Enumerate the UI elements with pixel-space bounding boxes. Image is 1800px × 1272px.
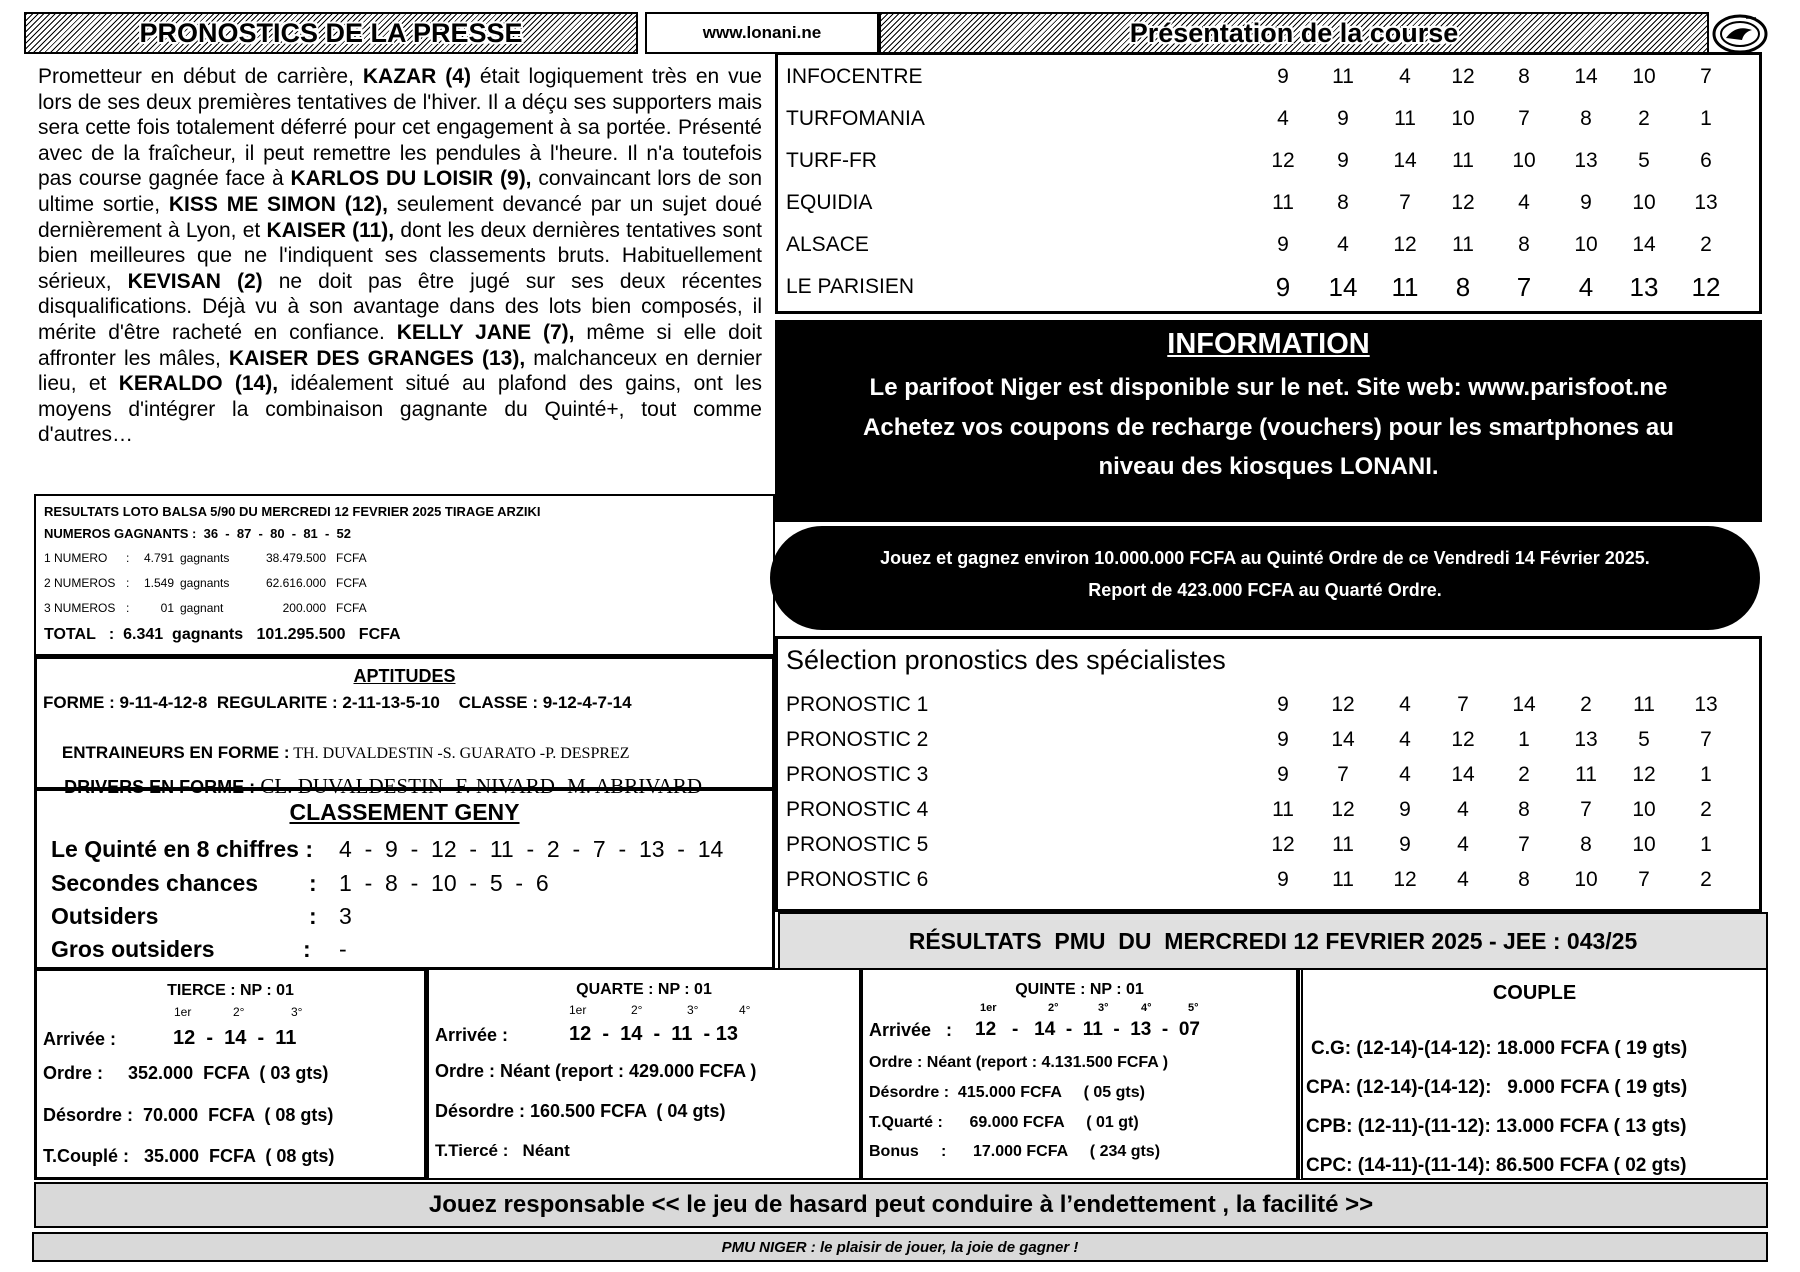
pronostic-number: 5 bbox=[1638, 728, 1650, 751]
press-number: 1 bbox=[1700, 107, 1712, 130]
loto-cur: FCFA bbox=[336, 601, 367, 615]
press-number: 8 bbox=[1518, 65, 1530, 88]
press-number: 11 bbox=[1391, 271, 1419, 302]
press-row bbox=[778, 185, 1759, 221]
loto-count: 4.791 bbox=[143, 551, 174, 565]
press-number: 10 bbox=[1451, 107, 1475, 130]
loto-label: 3 NUMEROS bbox=[44, 601, 116, 615]
press-number: 8 bbox=[1455, 271, 1471, 302]
pronostic-number: 13 bbox=[1574, 728, 1598, 751]
course-header bbox=[879, 12, 1709, 54]
press-row bbox=[778, 227, 1759, 263]
quarte-place-3: 3° bbox=[687, 1003, 699, 1017]
geny-title: CLASSEMENT GENY bbox=[289, 799, 520, 825]
pronostic-row bbox=[778, 827, 1759, 863]
quinte-title: QUINTE : NP : 01 bbox=[1015, 981, 1144, 998]
press-number: 9 bbox=[1275, 271, 1291, 302]
press-number: 11 bbox=[1332, 65, 1354, 88]
pronostic-number: 14 bbox=[1451, 763, 1475, 786]
article-text: Prometteur en début de carrière, bbox=[38, 65, 363, 88]
pronostic-number: 12 bbox=[1331, 798, 1355, 821]
pronostic-number: 11 bbox=[1575, 763, 1597, 786]
pronostic-row bbox=[778, 722, 1759, 758]
pronostic-number: 4 bbox=[1457, 833, 1469, 856]
quinte-place-4: 4° bbox=[1141, 1002, 1152, 1014]
quinte-box bbox=[861, 968, 1298, 1180]
pronostic-number: 2 bbox=[1580, 693, 1592, 716]
pronostic-number: 4 bbox=[1399, 728, 1411, 751]
information-line-3: niveau des kiosques LONANI. bbox=[1098, 453, 1439, 480]
pronostic-number: 11 bbox=[1332, 868, 1354, 891]
pronostic-number: 9 bbox=[1277, 693, 1289, 716]
quinte-arrivee: 12 - 14 - 11 - 13 - 07 bbox=[975, 1019, 1200, 1040]
aptitudes-box bbox=[34, 656, 775, 798]
drivers-value: CL. DUVALDESTIN -F. NIVARD -M. ABRIVARD bbox=[255, 774, 703, 798]
jackpot-banner bbox=[770, 526, 1760, 630]
press-source: TURFOMANIA bbox=[786, 107, 925, 130]
pronostic-number: 8 bbox=[1580, 833, 1592, 856]
pronostic-number: 7 bbox=[1638, 868, 1650, 891]
press-number: 7 bbox=[1518, 107, 1530, 130]
tierce-box bbox=[34, 968, 427, 1180]
article-text: ne doit pas être jugé sur ses deux récentes disqualifications. Déjà vu à son avantage dans des lots bien composés, il mérite d'être racheté en confiance. bbox=[38, 269, 762, 344]
quarte-tierce: T.Tiercé : Néant bbox=[435, 1141, 570, 1160]
geny-value: - bbox=[339, 936, 347, 962]
press-row bbox=[778, 59, 1759, 95]
press-number: 6 bbox=[1700, 149, 1712, 172]
tierce-place-2: 2° bbox=[233, 1005, 245, 1019]
couple-box bbox=[1298, 968, 1768, 1180]
press-number: 13 bbox=[1694, 191, 1718, 214]
couple-line-1: C.G: (12-14)-(14-12): 18.000 FCFA ( 19 gts) bbox=[1311, 1038, 1688, 1059]
pronostic-number: 11 bbox=[1332, 833, 1354, 856]
course-header-title: Présentation de la course bbox=[1129, 17, 1459, 48]
pronostic-number: 10 bbox=[1632, 833, 1656, 856]
selection-table bbox=[775, 636, 1762, 912]
press-number: 14 bbox=[1393, 149, 1417, 172]
quarte-arrivee: 12 - 14 - 11 - 13 bbox=[569, 1023, 738, 1045]
quinte-arrivee-label: Arrivée : bbox=[869, 1020, 953, 1040]
loto-cur: FCFA bbox=[336, 576, 367, 590]
press-row bbox=[778, 143, 1759, 179]
press-number: 4 bbox=[1337, 233, 1349, 256]
pronostic-label: PRONOSTIC 4 bbox=[786, 798, 929, 821]
tierce-desordre: Désordre : 70.000 FCFA ( 08 gts) bbox=[43, 1105, 334, 1125]
pronostic-number: 10 bbox=[1574, 868, 1598, 891]
press-number: 11 bbox=[1272, 191, 1294, 214]
loto-sep: : bbox=[126, 551, 130, 565]
aptitudes-forme: FORME : 9-11-4-12-8 REGULARITE : 2-11-13-5-10 CLASSE : 9-12-4-7-14 bbox=[43, 693, 632, 712]
pronostic-number: 9 bbox=[1399, 833, 1411, 856]
quinte-place-1: 1er bbox=[980, 1002, 997, 1014]
pronostic-number: 4 bbox=[1399, 693, 1411, 716]
press-number: 4 bbox=[1578, 271, 1594, 302]
press-number: 9 bbox=[1580, 191, 1592, 214]
loto-sep: : bbox=[126, 601, 130, 615]
pronostic-number: 12 bbox=[1393, 868, 1417, 891]
horse-name: KELLY JANE (7), bbox=[396, 320, 575, 344]
press-number: 2 bbox=[1638, 107, 1650, 130]
press-number: 11 bbox=[1394, 107, 1416, 130]
tierce-title: TIERCE : NP : 01 bbox=[167, 982, 294, 999]
responsible-banner: Jouez responsable << le jeu de hasard peut conduire à l’endettement , la facilité >> bbox=[34, 1182, 1768, 1228]
pronostic-number: 8 bbox=[1518, 798, 1530, 821]
information-box bbox=[775, 320, 1762, 522]
pronostic-number: 4 bbox=[1399, 763, 1411, 786]
jackpot-line-1: Jouez et gagnez environ 10.000.000 FCFA au Quinté Ordre de ce Vendredi 14 Février 2025. bbox=[880, 548, 1650, 568]
geny-box bbox=[34, 788, 775, 970]
press-number: 9 bbox=[1337, 149, 1349, 172]
geny-colon: : bbox=[309, 903, 317, 929]
quinte-ordre: Ordre : Néant (report : 4.131.500 FCFA ) bbox=[869, 1054, 1169, 1071]
press-number: 12 bbox=[1451, 191, 1475, 214]
trainers-value: TH. DUVALDESTIN -S. GUARATO -P. DESPREZ bbox=[289, 745, 630, 762]
geny-label: Secondes chances bbox=[51, 870, 259, 896]
geny-colon: : bbox=[303, 936, 311, 962]
press-number: 11 bbox=[1452, 233, 1474, 256]
quarte-place-4: 4° bbox=[739, 1003, 751, 1017]
quarte-ordre: Ordre : Néant (report : 429.000 FCFA ) bbox=[435, 1061, 757, 1081]
tierce-ordre: Ordre : 352.000 FCFA ( 03 gts) bbox=[43, 1063, 329, 1083]
jackpot-line-2: Report de 423.000 FCFA au Quarté Ordre. bbox=[1088, 580, 1442, 600]
press-number: 7 bbox=[1516, 271, 1532, 302]
pronostic-number: 1 bbox=[1700, 833, 1712, 856]
information-title: INFORMATION bbox=[1167, 328, 1370, 360]
press-number: 4 bbox=[1399, 65, 1411, 88]
loto-numbers: NUMEROS GAGNANTS : 36 - 87 - 80 - 81 - 52 bbox=[44, 526, 352, 541]
pronostic-number: 11 bbox=[1272, 798, 1294, 821]
slogan-banner: PMU NIGER : le plaisir de jouer, la joie de gagner ! bbox=[32, 1232, 1768, 1262]
press-number: 12 bbox=[1393, 233, 1417, 256]
loto-count: 01 bbox=[160, 601, 174, 615]
horse-name: KAZAR (4) bbox=[362, 65, 471, 88]
loto-label: 1 NUMERO bbox=[44, 551, 108, 565]
loto-word: gagnants bbox=[180, 551, 230, 565]
quinte-bonus: Bonus : 17.000 FCFA ( 234 gts) bbox=[869, 1143, 1161, 1160]
geny-value: 1 - 8 - 10 - 5 - 6 bbox=[339, 870, 549, 896]
pronostic-number: 4 bbox=[1457, 798, 1469, 821]
loto-amount: 38.479.500 bbox=[265, 551, 326, 565]
press-number: 9 bbox=[1277, 65, 1289, 88]
pronostic-number: 10 bbox=[1632, 798, 1656, 821]
press-number: 14 bbox=[1632, 233, 1656, 256]
pronostic-row bbox=[778, 757, 1759, 793]
press-number: 11 bbox=[1452, 149, 1474, 172]
pronostic-number: 2 bbox=[1700, 868, 1712, 891]
article-text: seulement devancé par un sujet doué dernièrement à Lyon, et bbox=[38, 192, 763, 242]
pronostic-number: 2 bbox=[1518, 763, 1530, 786]
press-table bbox=[775, 52, 1762, 314]
press-number: 10 bbox=[1632, 191, 1656, 214]
horse-name: KAISER (11), bbox=[266, 218, 395, 242]
quarte-desordre: Désordre : 160.500 FCFA ( 04 gts) bbox=[435, 1101, 726, 1121]
tierce-place-1: 1er bbox=[174, 1005, 192, 1019]
pronostic-row bbox=[778, 687, 1759, 723]
quarte-box bbox=[427, 968, 861, 1180]
couple-line-2: CPA: (12-14)-(14-12): 9.000 FCFA ( 19 gts) bbox=[1306, 1077, 1688, 1098]
press-row bbox=[778, 269, 1759, 305]
tierce-couple: T.Couplé : 35.000 FCFA ( 08 gts) bbox=[43, 1146, 335, 1166]
geny-value: 4 - 9 - 12 - 11 - 2 - 7 - 13 - 14 bbox=[339, 836, 724, 862]
tierce-arrivee-label: Arrivée : bbox=[43, 1029, 117, 1049]
horse-name: KISS ME SIMON (12), bbox=[168, 192, 388, 216]
pronostic-label: PRONOSTIC 6 bbox=[786, 868, 929, 891]
press-source: ALSACE bbox=[786, 233, 869, 256]
press-number: 9 bbox=[1337, 107, 1349, 130]
quarte-arrivee-label: Arrivée : bbox=[435, 1025, 509, 1045]
pronostic-number: 12 bbox=[1451, 728, 1475, 751]
press-number: 12 bbox=[1271, 149, 1295, 172]
press-number: 8 bbox=[1580, 107, 1592, 130]
horse-name: KERALDO (14), bbox=[118, 372, 279, 396]
pmu-results-title: RÉSULTATS PMU DU MERCREDI 12 FEVRIER 2025 - JEE : 043/25 bbox=[778, 912, 1768, 970]
loto-word: gagnants bbox=[180, 576, 230, 590]
quinte-place-2: 2° bbox=[1048, 1002, 1059, 1014]
quinte-place-3: 3° bbox=[1098, 1002, 1109, 1014]
drivers-label: DRIVERS EN FORME : bbox=[64, 777, 256, 797]
geny-label: Gros outsiders bbox=[51, 936, 215, 962]
press-number: 7 bbox=[1700, 65, 1712, 88]
press-article bbox=[38, 64, 762, 448]
pronostic-number: 7 bbox=[1518, 833, 1530, 856]
pronostic-row bbox=[778, 862, 1759, 898]
press-number: 12 bbox=[1691, 271, 1721, 302]
geny-colon: : bbox=[309, 870, 317, 896]
pronostic-label: PRONOSTIC 5 bbox=[786, 833, 929, 856]
quarte-place-2: 2° bbox=[631, 1003, 643, 1017]
aptitudes-title: APTITUDES bbox=[353, 666, 456, 686]
press-number: 4 bbox=[1277, 107, 1289, 130]
pronostic-number: 14 bbox=[1331, 728, 1355, 751]
pronostic-number: 7 bbox=[1580, 798, 1592, 821]
information-line-2: Achetez vos coupons de recharge (vouchers) pour les smartphones au bbox=[863, 414, 1674, 441]
tierce-place-3: 3° bbox=[291, 1005, 303, 1019]
pronostic-number: 8 bbox=[1518, 868, 1530, 891]
article-text: était logiquement très en vue lors de ses deux premières tentatives de l'hiver. Il a déçu ses supporters mais sera cette fois totalement déferré pour cet engagement à sa portée. Présenté avec de la fraîcheur, il peut remettre les pendules à l'heure. Il n'a toutefois pas course gagnée face à bbox=[38, 65, 762, 191]
quinte-desordre: Désordre : 415.000 FCFA ( 05 gts) bbox=[869, 1084, 1145, 1101]
pronostic-number: 1 bbox=[1518, 728, 1530, 751]
press-number: 7 bbox=[1399, 191, 1411, 214]
pronostic-number: 9 bbox=[1399, 798, 1411, 821]
press-number: 13 bbox=[1574, 149, 1598, 172]
pronostic-number: 7 bbox=[1700, 728, 1712, 751]
loto-label: 2 NUMEROS bbox=[44, 576, 116, 590]
press-source: LE PARISIEN bbox=[786, 275, 914, 298]
pronostic-number: 9 bbox=[1277, 763, 1289, 786]
information-line-1: Le parifoot Niger est disponible sur le net. Site web: www.parisfoot.ne bbox=[869, 374, 1668, 401]
article-text: dont les deux dernières tentatives sont bien meilleures que ne l'indiquent ses classements bruts. Habituellement sérieux, bbox=[38, 218, 763, 293]
pronostic-number: 12 bbox=[1271, 833, 1295, 856]
selection-title: Sélection pronostics des spécialistes bbox=[786, 645, 1226, 675]
pronostic-label: PRONOSTIC 3 bbox=[786, 763, 929, 786]
article-text: idéalement situé au plafond des gains, ont les moyens d'intégrer la combinaison gagnante du Quinté+, tout comme d'autres… bbox=[38, 372, 762, 447]
couple-line-4: CPC: (14-11)-(11-14): 86.500 FCFA ( 02 gts) bbox=[1306, 1155, 1687, 1176]
press-number: 10 bbox=[1574, 233, 1598, 256]
article-text: même si elle doit affronter les mâles, bbox=[38, 320, 762, 370]
geny-label: Le Quinté en 8 chiffres : bbox=[51, 836, 313, 862]
horse-name: KEVISAN (2) bbox=[127, 269, 263, 293]
pronostic-number: 12 bbox=[1331, 693, 1355, 716]
pronostic-number: 2 bbox=[1700, 798, 1712, 821]
loto-count: 1.549 bbox=[143, 576, 174, 590]
pronostic-number: 14 bbox=[1512, 693, 1536, 716]
press-number: 4 bbox=[1518, 191, 1530, 214]
pronostic-number: 7 bbox=[1457, 693, 1469, 716]
geny-value: 3 bbox=[339, 903, 352, 929]
loto-results bbox=[34, 494, 775, 656]
article-text: convaincant lors de son ultime sortie, bbox=[38, 167, 762, 216]
press-number: 2 bbox=[1700, 233, 1712, 256]
press-number: 13 bbox=[1629, 271, 1659, 302]
site-link[interactable]: www.lonani.ne bbox=[645, 12, 879, 54]
trainers-label: ENTRAINEURS EN FORME : bbox=[61, 743, 290, 762]
couple-title: COUPLE bbox=[1492, 982, 1577, 1004]
pronostic-number: 4 bbox=[1457, 868, 1469, 891]
pronostic-number: 7 bbox=[1337, 763, 1349, 786]
pronostic-number: 1 bbox=[1700, 763, 1712, 786]
press-number: 14 bbox=[1574, 65, 1598, 88]
pronostic-number: 13 bbox=[1694, 693, 1718, 716]
loto-sep: : bbox=[126, 576, 130, 590]
loto-amount: 200.000 bbox=[282, 601, 326, 615]
press-number: 5 bbox=[1638, 149, 1650, 172]
press-number: 12 bbox=[1451, 65, 1475, 88]
pronostic-number: 9 bbox=[1277, 868, 1289, 891]
loto-title: RESULTATS LOTO BALSA 5/90 DU MERCREDI 12 FEVRIER 2025 TIRAGE ARZIKI bbox=[44, 504, 541, 519]
tierce-arrivee: 12 - 14 - 11 bbox=[173, 1027, 297, 1049]
geny-label: Outsiders bbox=[51, 903, 159, 929]
quinte-place-5: 5° bbox=[1188, 1002, 1199, 1014]
pronostic-number: 12 bbox=[1632, 763, 1656, 786]
loto-cur: FCFA bbox=[336, 551, 367, 565]
couple-line-3: CPB: (12-11)-(11-12): 13.000 FCFA ( 13 gts) bbox=[1306, 1116, 1687, 1137]
press-row bbox=[778, 101, 1759, 137]
pronostic-number: 9 bbox=[1277, 728, 1289, 751]
press-header-title: PRONOSTICS DE LA PRESSE bbox=[139, 17, 523, 48]
press-source: EQUIDIA bbox=[786, 191, 873, 214]
pronostic-label: PRONOSTIC 1 bbox=[786, 693, 929, 716]
press-source: TURF-FR bbox=[786, 149, 877, 172]
press-header bbox=[24, 12, 638, 54]
press-source: INFOCENTRE bbox=[786, 65, 923, 88]
press-number: 8 bbox=[1518, 233, 1530, 256]
pronostic-label: PRONOSTIC 2 bbox=[786, 728, 929, 751]
quarte-title: QUARTE : NP : 01 bbox=[576, 981, 712, 998]
loto-word: gagnant bbox=[180, 601, 224, 615]
lonani-logo bbox=[1712, 12, 1768, 54]
press-number: 10 bbox=[1632, 65, 1656, 88]
horse-name: KARLOS DU LOISIR (9), bbox=[290, 167, 532, 191]
loto-amount: 62.616.000 bbox=[265, 576, 326, 590]
press-number: 10 bbox=[1512, 149, 1536, 172]
press-number: 8 bbox=[1337, 191, 1349, 214]
article-text: malchanceux en dernier lieu, et bbox=[38, 346, 763, 396]
pronostic-row bbox=[778, 792, 1759, 828]
loto-total: TOTAL : 6.341 gagnants 101.295.500 FCFA bbox=[44, 626, 401, 643]
press-number: 9 bbox=[1277, 233, 1289, 256]
quarte-place-1: 1er bbox=[569, 1003, 587, 1017]
horse-name: KAISER DES GRANGES (13), bbox=[228, 346, 526, 370]
pronostic-number: 11 bbox=[1633, 693, 1655, 716]
quinte-quarte: T.Quarté : 69.000 FCFA ( 01 gt) bbox=[869, 1114, 1139, 1131]
press-number: 14 bbox=[1328, 271, 1358, 302]
